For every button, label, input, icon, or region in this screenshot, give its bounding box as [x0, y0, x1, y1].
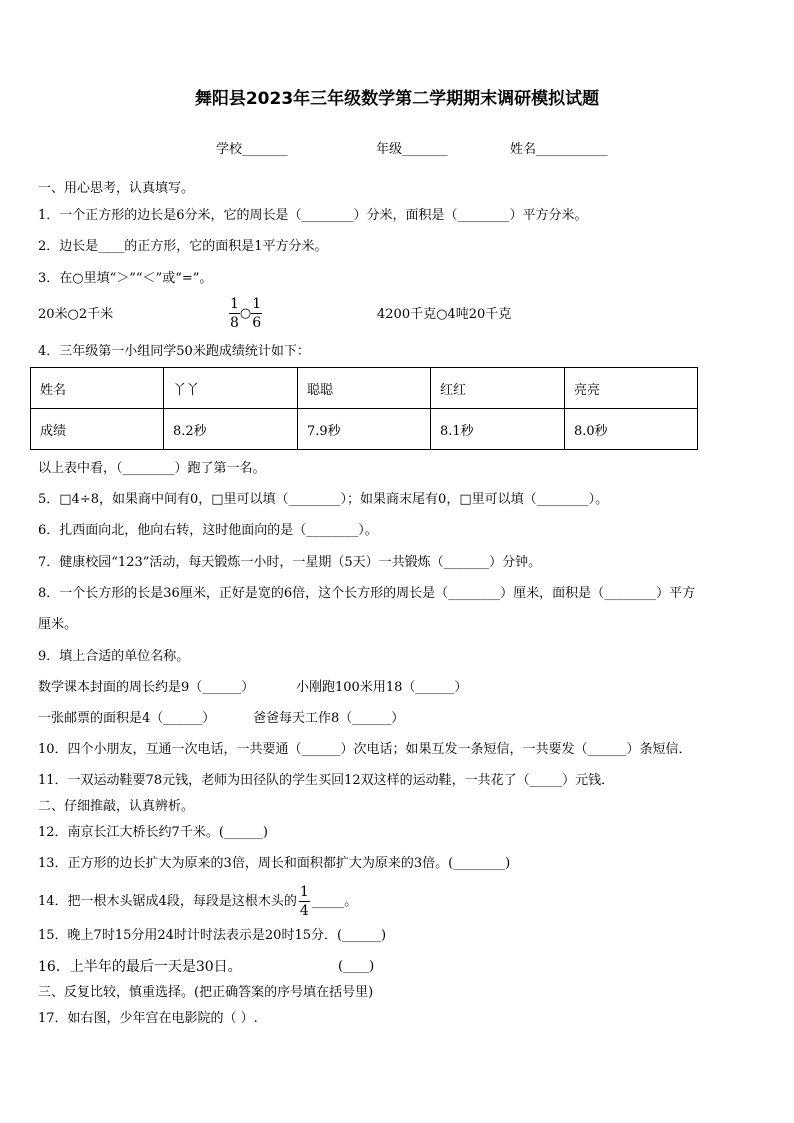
- section-heading-3: 三、反复比较，慎重选择。(把正确答案的序号填在括号里): [38, 985, 374, 1000]
- question-9-item-a: 数学课本封面的周长约是9（______）: [38, 680, 255, 695]
- question-9: 9．填上合适的单位名称。: [38, 649, 190, 664]
- question-8: 8．一个长方形的长是36厘米，正好是宽的6倍，这个长方形的周长是（________）厘米，面积是（________）平方: [38, 586, 696, 601]
- question-10: 10．四个小朋友，互通一次电话，一共要通（______）次电话；如果互发一条短信，一共要发（______）条短信．: [38, 742, 692, 757]
- table-cell: 8.1秒: [431, 409, 565, 450]
- table-cell: 姓名: [31, 368, 164, 409]
- compare-circle: ○: [239, 306, 252, 321]
- question-4: 4．三年级第一小组同学50米跑成绩统计如下：: [38, 344, 310, 359]
- question-5: 5．□4÷8，如果商中间有0，□里可以填（________）；如果商末尾有0，□里可以填（________）。: [38, 492, 609, 507]
- question-15: 15．晚上7时15分用24时计时法表示是20时15分．(______): [38, 928, 387, 943]
- question-3-part-b: [229, 297, 262, 330]
- question-8-continued: 厘米。: [38, 617, 78, 632]
- table-cell: 聪聪: [298, 368, 431, 409]
- table-cell: 8.2秒: [164, 409, 298, 450]
- school-field: 学校_______: [216, 142, 288, 157]
- table-cell: 亮亮: [565, 368, 698, 409]
- question-9-item-d: 爸爸每天工作8（______）: [253, 711, 405, 726]
- table-cell: 丫丫: [164, 368, 298, 409]
- page-title: 舞阳县2023年三年级数学第二学期期末调研模拟试题: [194, 89, 600, 109]
- table-cell: 红红: [431, 368, 565, 409]
- table-cell: 7.9秒: [298, 409, 431, 450]
- grade-field: 年级_______: [376, 142, 448, 157]
- question-3-part-c: 4200千克○4吨20千克: [377, 307, 512, 322]
- table-row: [31, 368, 698, 409]
- question-16: 16．上半年的最后一天是30日。: [38, 959, 242, 975]
- question-2: 2．边长是____的正方形，它的面积是1平方分米。: [38, 239, 328, 254]
- fraction-left: $\frac{1}{8}$: [230, 296, 239, 331]
- question-4-followup: 以上表中看，（________）跑了第一名。: [38, 461, 266, 476]
- table-cell: 成绩: [31, 409, 164, 450]
- question-7: 7．健康校园“123”活动，每天锻炼一小时，一星期（5天）一共锻炼（_______）分钟。: [38, 555, 542, 570]
- question-6: 6．扎西面向北，他向右转，这时他面向的是（________）。: [38, 523, 378, 538]
- question-12: 12．南京长江大桥长约7千米。(______): [38, 825, 268, 840]
- section-heading-2: 二、仔细推敲，认真辨析。: [38, 799, 195, 814]
- question-3: 3．在○里填“＞”“＜”或“=”。: [38, 271, 213, 286]
- question-3-part-a: 20米○2千米: [38, 307, 114, 322]
- score-table: [30, 367, 698, 450]
- name-field: 姓名___________: [510, 142, 608, 157]
- section-heading-1: 一、用心思考，认真填写。: [38, 181, 195, 196]
- question-14: [38, 885, 357, 918]
- question-9-item-b: 小刚跑100米用18（______）: [296, 680, 468, 695]
- question-16-blank: (____): [338, 959, 375, 974]
- question-14-text: 14．把一根木头锯成4段，每段是这根木头的: [38, 894, 297, 909]
- table-cell: 8.0秒: [565, 409, 698, 450]
- fraction-quarter: $\frac{1}{4}$: [299, 884, 309, 919]
- question-13: 13．正方形的边长扩大为原来的3倍，周长和面积都扩大为原来的3倍。(________): [38, 856, 511, 871]
- question-1: 1．一个正方形的边长是6分米，它的周长是（________）分米，面积是（________）平方分米。: [38, 208, 588, 223]
- question-9-item-c: 一张邮票的面积是4（______）: [38, 711, 216, 726]
- question-14-blank: _____。: [311, 894, 358, 909]
- table-row: [31, 409, 698, 450]
- fraction-right: $\frac{1}{6}$: [252, 296, 262, 331]
- question-17: 17．如右图，少年宫在电影院的（ ）.: [38, 1011, 258, 1026]
- question-11: 11．一双运动鞋要78元钱，老师为田径队的学生买回12双这样的运动鞋，一共花了（_____）元钱．: [38, 773, 615, 788]
